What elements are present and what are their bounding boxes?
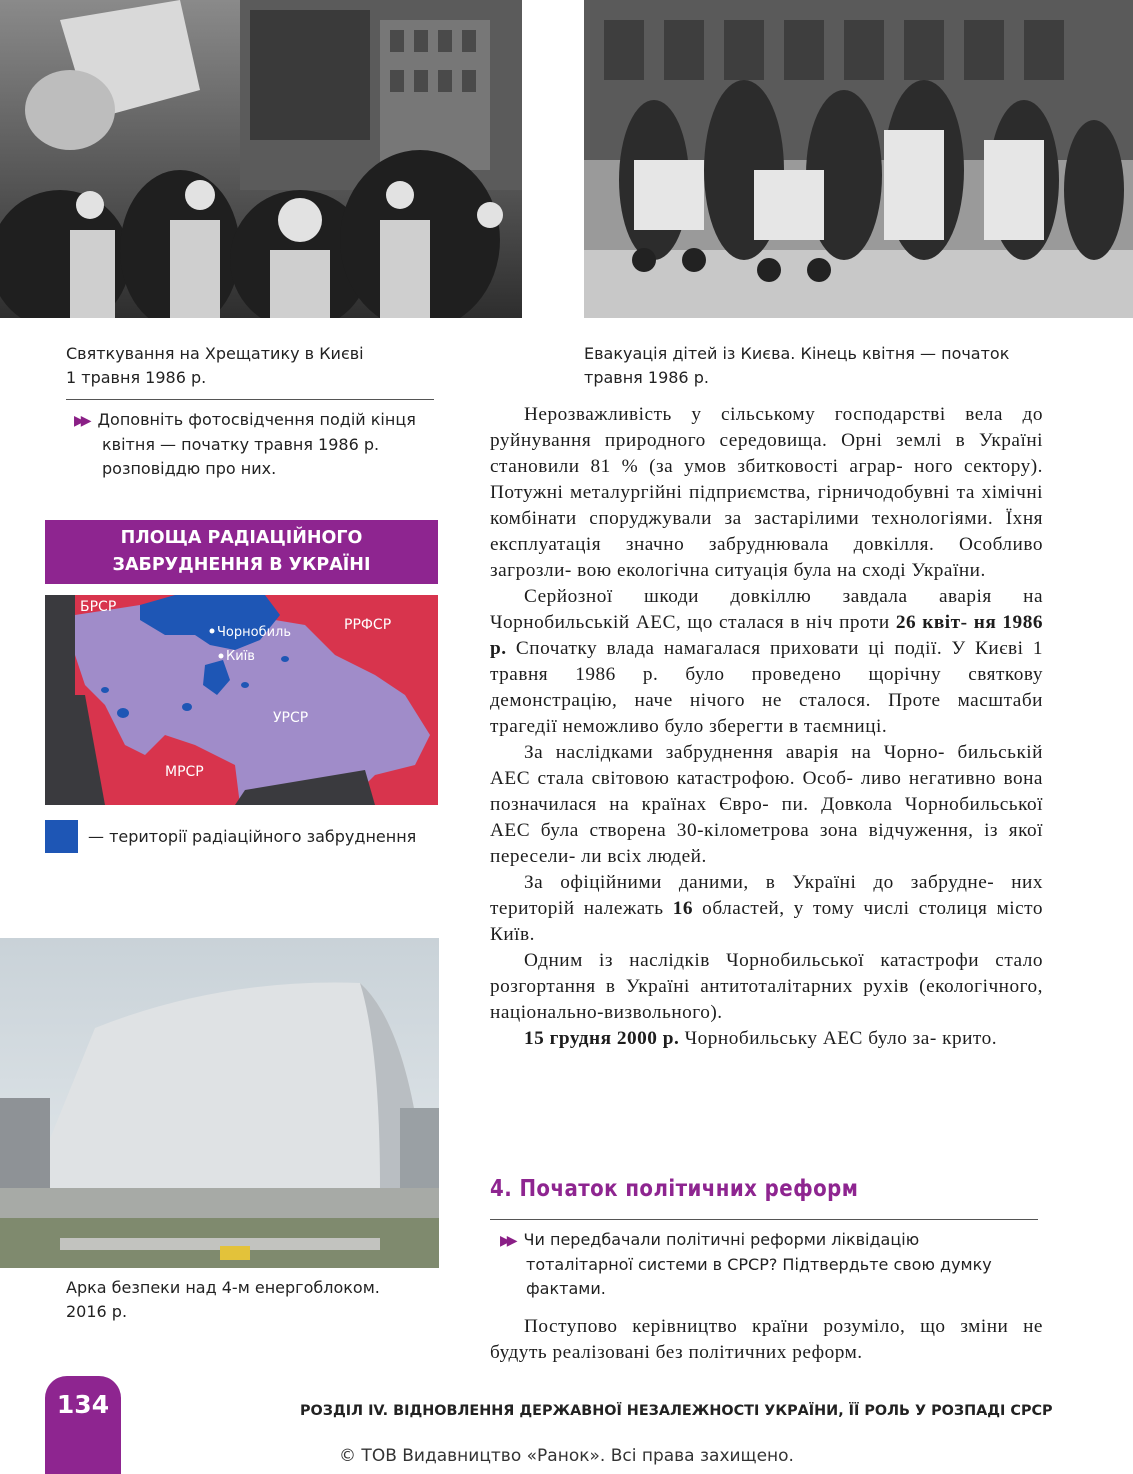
map-label-kyiv: Київ xyxy=(226,649,255,664)
section-title: 4. Початок політичних реформ xyxy=(490,1176,859,1202)
contamination-map xyxy=(45,595,438,805)
task-line: розповіддю про них. xyxy=(102,459,277,478)
number-bold: 16 xyxy=(672,898,694,919)
text-line: за застарілими технологіями. Їхня експлуатація xyxy=(490,508,1044,555)
text-line: Одним із наслідків Чорнобильської катастрофи xyxy=(524,950,980,971)
paragraph-3 xyxy=(490,740,1043,870)
main-text xyxy=(490,402,1043,1052)
evacuation-caption xyxy=(584,342,1104,390)
text-line: гірничодобувні та хімічні комбінати споруджували xyxy=(490,482,1043,529)
date-bold: 15 грудня 2000 р. xyxy=(524,1028,680,1049)
caption-line: Евакуація дітей із Києва. Кінець квітня — початок xyxy=(584,344,1010,363)
caption-line: Арка безпеки над 4-м енергоблоком. xyxy=(66,1278,380,1297)
paragraph-6 xyxy=(490,1026,1043,1052)
date-bold: ня 1986 р. xyxy=(490,612,1043,659)
divider xyxy=(66,399,434,400)
text-line: зберегти в таємниці. xyxy=(709,716,888,737)
section-question xyxy=(500,1228,1040,1301)
text-line: Чорнобильській АЕС, що сталася в ніч проти xyxy=(490,612,896,633)
question-line: тоталітарної системи в СРСР? Підтвердьте свою думку xyxy=(526,1255,992,1274)
footer-section-title: РОЗДІЛ IV. ВІДНОВЛЕННЯ ДЕРЖАВНОЇ НЕЗАЛЕЖНОСТІ УКРАЇНИ, ЇЇ РОЛЬ У РОЗПАДІ СРСР xyxy=(300,1402,1053,1419)
caption-line: 1 травня 1986 р. xyxy=(66,368,207,387)
text-line: ливо негативно вона позначилася на країнах Євро- xyxy=(490,768,1043,815)
map-label-ursr: УРСР xyxy=(273,710,309,726)
text-line: значно забруднювала довкілля. Особливо загрозли- xyxy=(490,534,1043,581)
section-divider xyxy=(490,1219,1038,1220)
double-arrow-icon: ▶▶ xyxy=(500,1233,514,1249)
text-line: Спочатку влада намагалася приховати ці xyxy=(506,638,885,659)
text-line: бильській АЕС стала світовою катастрофою. Особ- xyxy=(490,742,1043,789)
text-line: до руйнування природного середовища. Орні землі xyxy=(490,404,1043,451)
copyright: © ТОВ Видавництво «Ранок». Всі права захищено. xyxy=(339,1446,794,1466)
map-label-brsr: БРСР xyxy=(80,599,117,615)
page-number: 134 xyxy=(56,1390,110,1419)
text-line: ного сектору). Потужні металургійні підприємства, xyxy=(490,456,1043,503)
map-title xyxy=(45,520,438,584)
photo-task xyxy=(74,408,454,481)
text-line: Чорнобильську АЕС було за- xyxy=(679,1028,937,1049)
map-title-line: ПЛОЩА РАДІАЦІЙНОГО xyxy=(120,528,363,548)
text-line: Поступово керівництво країни розуміло, що xyxy=(524,1316,946,1337)
caption-line: 2016 р. xyxy=(66,1302,128,1321)
caption-line: травня 1986 р. xyxy=(584,368,709,387)
kyiv-celebration-photo xyxy=(0,0,522,318)
text-line: події. У Києві 1 травня 1986 р. було проведено xyxy=(490,638,1043,685)
paragraph-1 xyxy=(490,402,1043,584)
text-line: стало розгортання в Україні антитоталітарних рухів xyxy=(490,950,1043,997)
evacuation-photo xyxy=(584,0,1133,318)
paragraph-4 xyxy=(490,870,1043,948)
evacuation-illustration xyxy=(584,0,1133,318)
text-line: За офіційними даними, в Україні до забрудне- xyxy=(524,872,995,893)
task-line: Доповніть фотосвідчення подій кінця xyxy=(97,410,416,429)
arch-illustration xyxy=(0,938,439,1268)
text-line: пи. Довкола Чорнобильської АЕС була створена xyxy=(490,794,1043,841)
map-title-line: ЗАБРУДНЕННЯ В УКРАЇНІ xyxy=(112,555,371,575)
map-label-mrsr: МРСР xyxy=(165,764,204,780)
arch-photo xyxy=(0,938,439,1268)
text-line: столиця місто Київ. xyxy=(490,898,1043,945)
legend-swatch xyxy=(45,820,78,853)
text-line: сталося. Проте масштаби трагедії неможливо було xyxy=(490,690,1043,737)
legend-text: — території радіаційного забруднення xyxy=(88,827,417,846)
text-line: (екологічного, національно-визвольного). xyxy=(490,976,1043,1023)
text-line: щорічну святкову демонстрацію, наче нічого не xyxy=(490,664,1044,711)
paragraph-2 xyxy=(490,584,1043,740)
text-line: 30-кілометрова зона відчуження, із якої пересели- xyxy=(490,820,1043,867)
question-line: фактами. xyxy=(526,1279,606,1298)
task-line: квітня — початку травня 1986 р. xyxy=(102,435,380,454)
text-line: Серйозної шкоди довкіллю завдала аварія на xyxy=(524,586,1043,607)
arch-caption xyxy=(66,1276,446,1324)
text-line: Нерозважливість у сільському господарстві вела xyxy=(524,404,1003,425)
text-line: вою екологічна ситуація була на сході України. xyxy=(577,560,986,581)
text-line: них територій належать xyxy=(490,872,1043,919)
text-line: ли всіх людей. xyxy=(581,846,707,867)
text-line: крито. xyxy=(942,1028,998,1049)
text-line: За наслідками забруднення аварія на Чорно- xyxy=(524,742,945,763)
paragraph-5 xyxy=(490,948,1043,1026)
main-text-end xyxy=(490,1314,1043,1366)
map-label-rrfsr: РРФСР xyxy=(344,617,392,633)
paragraph-7 xyxy=(490,1314,1043,1366)
double-arrow-icon: ▶▶ xyxy=(74,413,88,429)
kyiv-celebration-caption xyxy=(66,342,486,390)
date-bold: 26 квіт- xyxy=(895,612,968,633)
question-line: Чи передбачали політичні реформи ліквідацію xyxy=(523,1230,920,1249)
text-line: областей, у тому числі xyxy=(693,898,910,919)
map-label-chornobyl: Чорнобиль xyxy=(217,625,292,640)
text-line: зміни не будуть реалізовані без політичних реформ. xyxy=(490,1316,1043,1363)
kyiv-celebration-illustration xyxy=(0,0,522,318)
caption-line: Святкування на Хрещатику в Києві xyxy=(66,344,364,363)
text-line: в Україні становили 81 % (за умов збитковості аграр- xyxy=(490,430,1043,477)
